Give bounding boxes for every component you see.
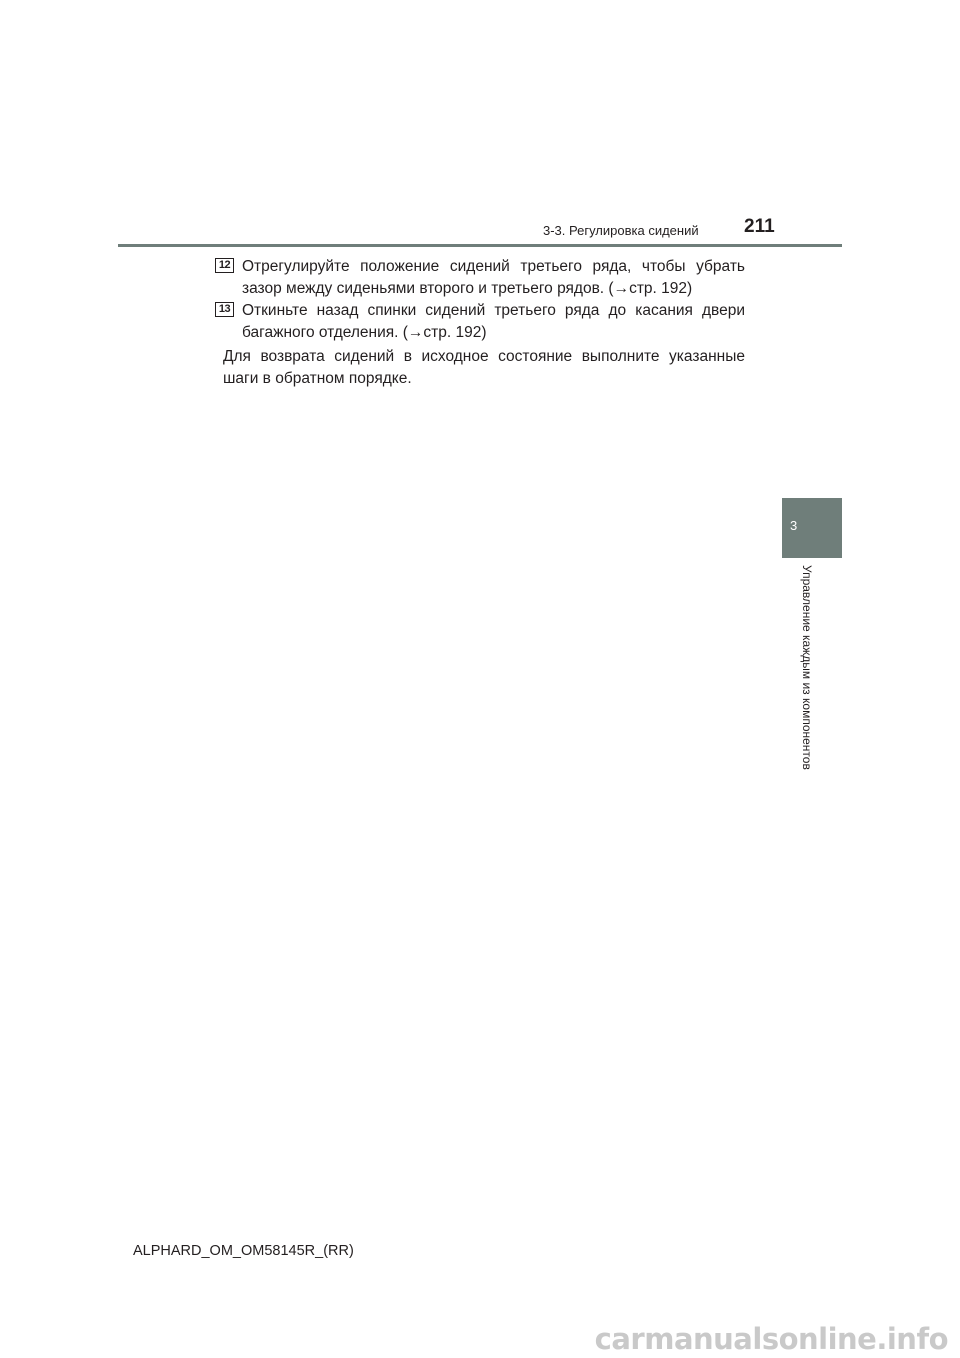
chapter-title: Управление каждым из компонентов [800,565,814,770]
page-number: 211 [744,216,775,237]
step-12 [215,256,745,300]
watermark-link[interactable]: carmanualsonline.info [594,1322,948,1356]
chapter-number: 3 [790,518,798,533]
document-id: ALPHARD_OM_OM58145R_(RR) [133,1243,354,1259]
section-title: 3-3. Регулировка сидений [543,223,699,238]
header-divider [118,244,842,247]
chapter-tab [782,498,842,558]
step-text: Отрегулируйте положение сидений третьего ряда, чтобы убрать зазор между сиденьями второго и третьего рядов. (→стр. 192) [242,258,745,297]
step-number-badge: 13 [215,302,234,317]
restore-note: Для возврата сидений в исходное состояние выполните указанные шаги в обратном порядке. [223,348,745,387]
step-number-badge: 12 [215,258,234,273]
step-13 [215,300,745,344]
step-text: Откиньте назад спинки сидений третьего ряда до касания двери багажного отделения. (→стр. 192) [242,302,745,341]
